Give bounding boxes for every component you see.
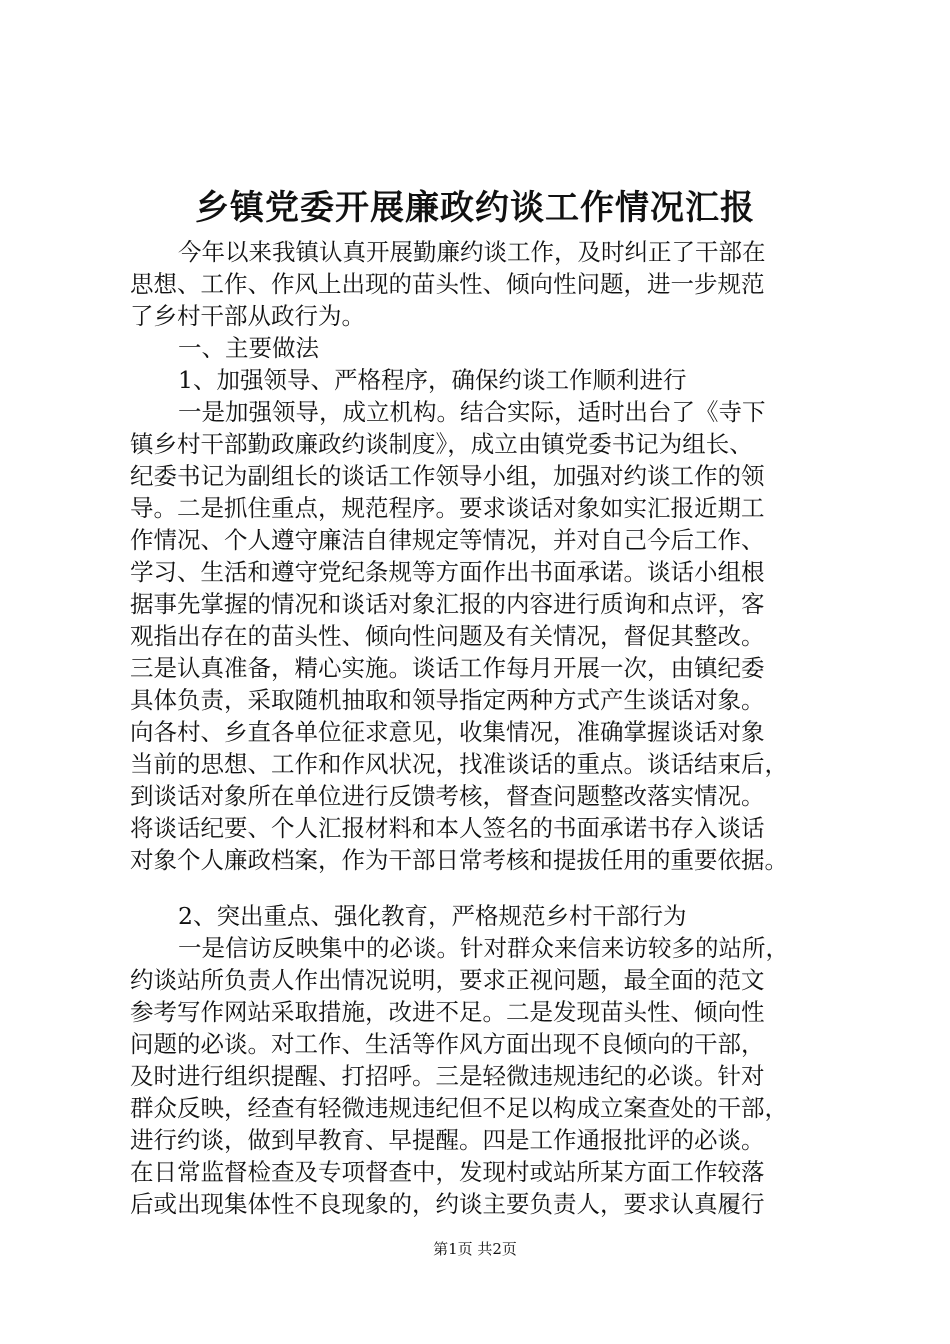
body-line: 群众反映，经查有轻微违规违纪但不足以构成立案查处的干部， — [130, 1094, 788, 1122]
body-line: 向各村、乡直各单位征求意见，收集情况，准确掌握谈话对象 — [130, 718, 765, 746]
document-body — [130, 236, 850, 1220]
body-line: 将谈话纪要、个人汇报材料和本人签名的书面承诺书存入谈话 — [130, 814, 765, 842]
paragraph-gap — [130, 876, 850, 900]
body-line: 作情况、个人遵守廉洁自律规定等情况，并对自己今后工作、 — [130, 526, 765, 554]
body-line: 及时进行组织提醒、打招呼。三是轻微违规违纪的必谈。针对 — [130, 1062, 765, 1090]
body-line: 观指出存在的苗头性、倾向性问题及有关情况，督促其整改。 — [130, 622, 765, 650]
body-line: 参考写作网站采取措施，改进不足。二是发现苗头性、倾向性 — [130, 998, 765, 1026]
body-line: 问题的必谈。对工作、生活等作风方面出现不良倾向的干部， — [130, 1030, 765, 1058]
page-footer: 第1页 共2页 — [433, 1240, 517, 1258]
body-line: 一是信访反映集中的必谈。针对群众来信来访较多的站所， — [178, 934, 789, 962]
section-heading: 一、主要做法 — [178, 334, 319, 362]
body-line: 学习、生活和遵守党纪条规等方面作出书面承诺。谈话小组根 — [130, 558, 765, 586]
subsection-heading: 1、加强领导、严格程序，确保约谈工作顺利进行 — [178, 366, 687, 394]
body-line: 一是加强领导，成立机构。结合实际，适时出台了《寺下 — [178, 398, 766, 426]
body-line: 纪委书记为副组长的谈话工作领导小组，加强对约谈工作的领 — [130, 462, 765, 490]
body-line: 当前的思想、工作和作风状况，找准谈话的重点。谈话结束后， — [130, 750, 788, 778]
body-line: 后或出现集体性不良现象的，约谈主要负责人，要求认真履行 — [130, 1190, 765, 1218]
body-line: 镇乡村干部勤政廉政约谈制度》，成立由镇党委书记为组长、 — [130, 430, 753, 458]
body-line: 约谈站所负责人作出情况说明，要求正视问题，最全面的范文 — [130, 966, 765, 994]
subsection-heading: 2、突出重点、强化教育，严格规范乡村干部行为 — [178, 902, 687, 930]
body-line: 导。二是抓住重点，规范程序。要求谈话对象如实汇报近期工 — [130, 494, 765, 522]
body-line: 对象个人廉政档案，作为干部日常考核和提拔任用的重要依据。 — [130, 846, 788, 874]
body-line: 具体负责，采取随机抽取和领导指定两种方式产生谈话对象。 — [130, 686, 765, 714]
body-line: 进行约谈，做到早教育、早提醒。四是工作通报批评的必谈。 — [130, 1126, 765, 1154]
body-line: 到谈话对象所在单位进行反馈考核，督查问题整改落实情况。 — [130, 782, 765, 810]
body-line: 在日常监督检查及专项督查中，发现村或站所某方面工作较落 — [130, 1158, 765, 1186]
body-line: 三是认真准备，精心实施。谈话工作每月开展一次，由镇纪委 — [130, 654, 765, 682]
body-line: 思想、工作、作风上出现的苗头性、倾向性问题，进一步规范 — [130, 270, 765, 298]
body-line: 据事先掌握的情况和谈话对象汇报的内容进行质询和点评，客 — [130, 590, 765, 618]
document-title: 乡镇党委开展廉政约谈工作情况汇报 — [195, 188, 755, 228]
body-line: 了乡村干部从政行为。 — [130, 302, 365, 330]
body-line: 今年以来我镇认真开展勤廉约谈工作，及时纠正了干部在 — [178, 238, 766, 266]
